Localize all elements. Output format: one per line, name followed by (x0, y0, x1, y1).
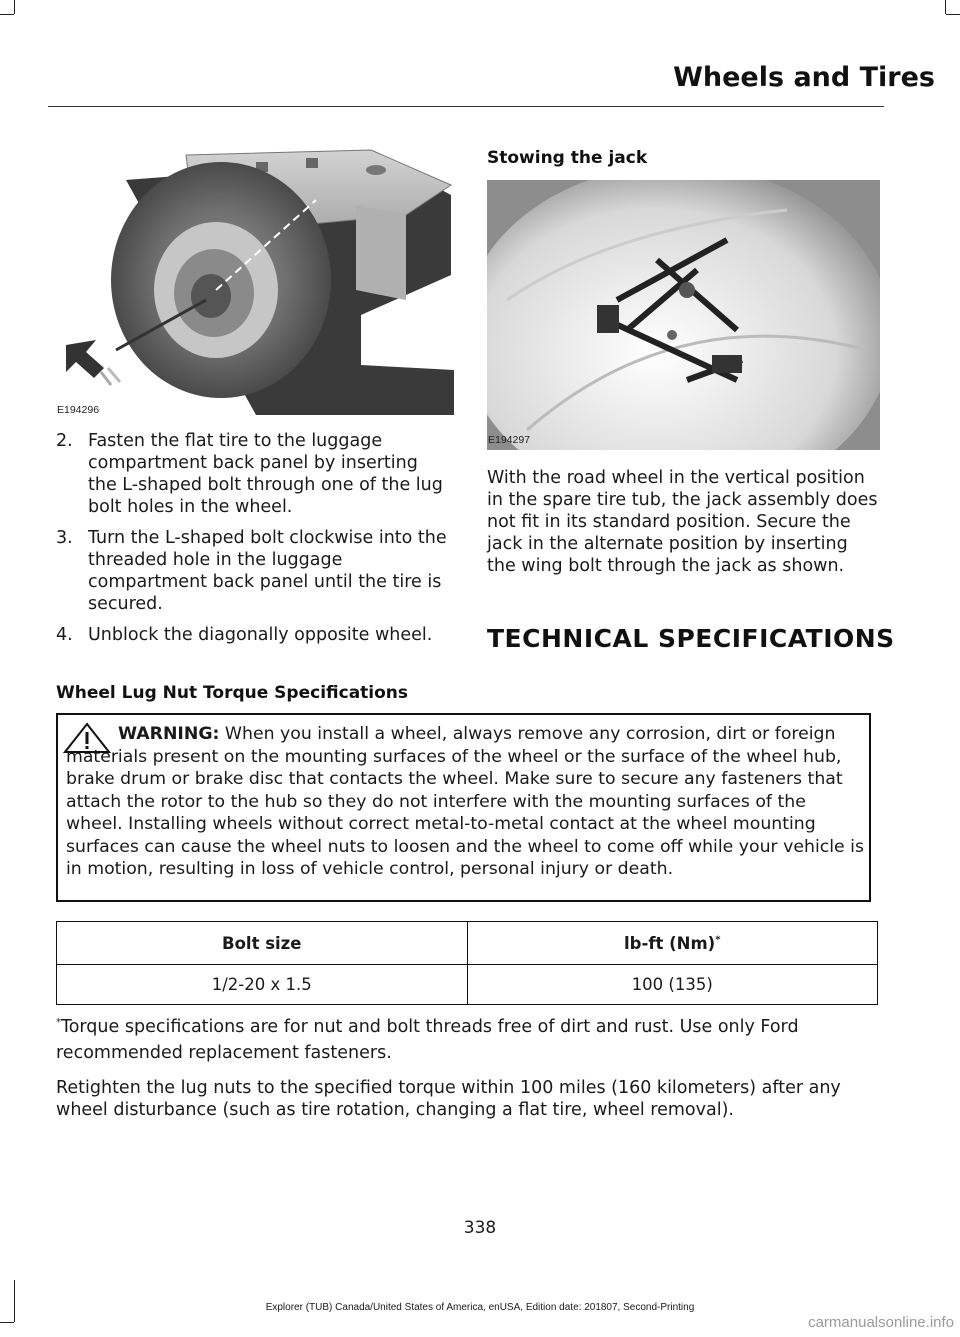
footnote-body: Torque specifications are for nut and bolt threads free of dirt and rust. Use only Ford recommended replacement fasteners. (56, 1016, 799, 1063)
step-text: Turn the L-shaped bolt clockwise into the threaded hole in the luggage compartment back panel until the tire is secured. (88, 528, 447, 614)
page-footer: Explorer (TUB) Canada/United States of America, enUSA, Edition date: 201807, Second-Printing (265, 1302, 695, 1313)
footnote-text (56, 1010, 882, 1066)
table-row (57, 965, 878, 1005)
crop-mark (0, 14, 14, 15)
step-number: 2. (56, 431, 73, 451)
instruction-steps (56, 430, 451, 655)
figure-code-left: E194296 (57, 404, 100, 416)
jack-illustration (487, 180, 880, 450)
torque-spec-table (56, 921, 878, 1005)
crop-mark (946, 14, 960, 15)
crop-mark (14, 1280, 15, 1322)
retighten-paragraph: Retighten the lug nuts to the specified torque within 100 miles (160 kilometers) after any wheel disturbance (such as tire rotation, changing a flat tire, wheel removal). (56, 1077, 841, 1120)
step-item (56, 527, 451, 615)
warning-box (56, 713, 871, 902)
spare-tire-illustration (56, 140, 454, 420)
lug-nut-heading: Wheel Lug Nut Torque Specifications (56, 683, 409, 703)
stowing-heading: Stowing the jack (487, 148, 648, 168)
step-item (56, 430, 451, 518)
crop-mark (14, 0, 15, 14)
table-header-row (57, 922, 878, 965)
table-cell: 1/2-20 x 1.5 (57, 965, 468, 1005)
spare-tire-figure (56, 140, 454, 420)
warning-text (66, 723, 866, 881)
footnote (56, 1010, 882, 1121)
footnote-mark: * (56, 1017, 61, 1028)
step-item (56, 624, 451, 646)
warning-body: When you install a wheel, always remove any corrosion, dirt or foreign materials present on the mounting surfaces of the wheel or the surface of the wheel hub, brake drum or brake disc that contacts the wheel. Make sure to secure any fasteners that attach the rotor to the hub so they do not interfere with the mounting surfaces of the wheel. Installing wheels without correct metal-to-metal contact at the wheel mounting surfaces can cause the wheel nuts to loosen and the wheel to come off while your vehicle is in motion, resulting in loss of vehicle control, personal injury or death. (66, 724, 864, 879)
footnote-mark: * (715, 934, 721, 945)
step-text: Unblock the diagonally opposite wheel. (88, 625, 433, 645)
step-text: Fasten the flat tire to the luggage compartment back panel by inserting the L-shaped bolt through one of the lug bolt holes in the wheel. (88, 431, 443, 517)
page-number: 338 (463, 1218, 497, 1238)
step-number: 3. (56, 528, 73, 548)
header-rule (48, 106, 884, 107)
crop-mark (0, 1322, 14, 1323)
table-header-cell: lb-ft (Nm)* (467, 922, 878, 965)
table-cell: 100 (135) (467, 965, 878, 1005)
jack-figure (487, 180, 880, 450)
figure-code-right: E194297 (488, 434, 531, 446)
table-header-cell: Bolt size (57, 922, 468, 965)
watermark: carmanualsonline.info (808, 1314, 954, 1331)
page-header-title: Wheels and Tires (673, 62, 935, 93)
stowing-paragraph: With the road wheel in the vertical position in the spare tire tub, the jack assembly does not fit in its standard position. Secure the jack in the alternate position by inserting the wing bolt through the jack as shown. (487, 468, 878, 576)
step-number: 4. (56, 625, 73, 645)
warning-label: WARNING: (118, 724, 220, 744)
technical-specifications-heading: TECHNICAL SPECIFICATIONS (487, 624, 895, 653)
crop-mark (945, 0, 946, 14)
